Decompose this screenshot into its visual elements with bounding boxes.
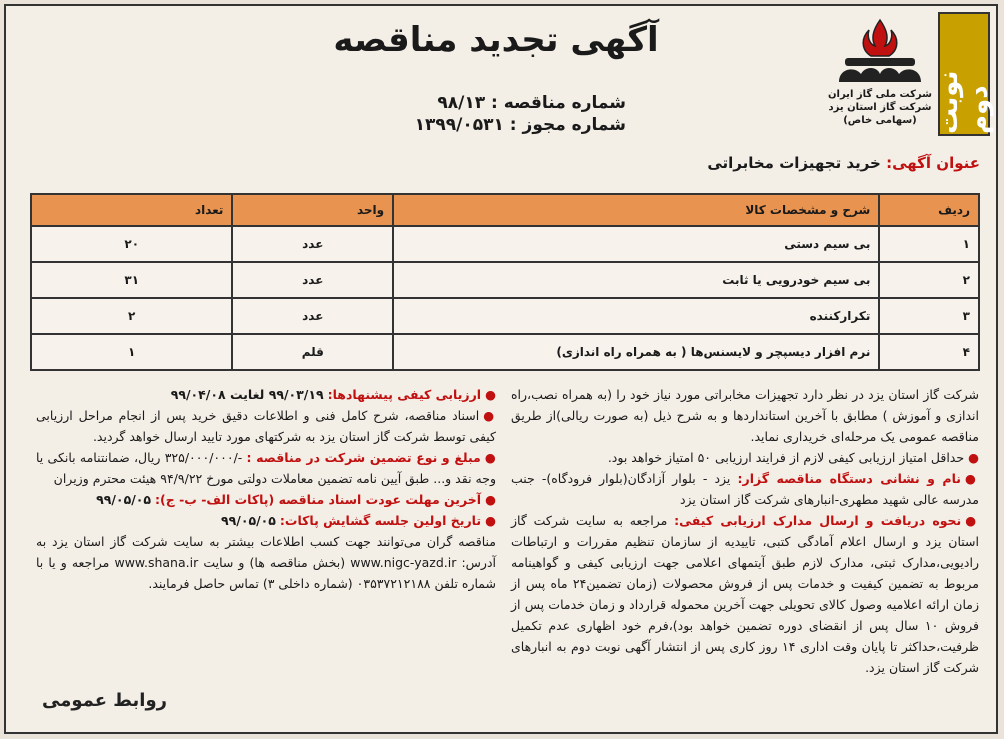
bullet-tender-documents xyxy=(36,405,496,447)
table-row xyxy=(31,298,979,334)
bullet-return-deadline xyxy=(36,489,496,510)
row-number: ۲ xyxy=(879,262,979,298)
publication-round-badge xyxy=(934,12,994,136)
bullet-icon: ● xyxy=(483,408,496,423)
submission-text: مراجعه به سایت شرکت گاز استان یزد و ارسال اعلام آمادگی کتبی، تاییدیه از سازمان تنظیم مقررات و ارتباطات رادیویی،مدارک ثبتی، مدارک لازم طبق آیتمهای اعلامی جهت ارزیابی کیفی و گواهینامه مربوط به تضمین کیفیت و خدمات پس از فروش محصولات (زمان تضمین۲۴ ماه پس از زمان ارائه اعلامیه وصول کالای تحویلی جهت آخرین محموله قرارداد و زمان خدمات پس از فروش ۱۰ سال پس از انقضای دوره تضمین خواهد بود)،فرم خود اظهاری عدم تکمیل ظرفیت،حداکثر تا پایان وقت اداری ۱۴ روز کاری پس از انتشار آگهی نوبت دوم به انبارهای شرکت گاز استان یزد. xyxy=(511,513,979,675)
public-relations-signature: روابط عمومی xyxy=(42,690,168,711)
intro-paragraph: شرکت گاز استان یزد در نظر دارد تجهیزات مخابراتی مورد نیاز خود را (به همراه نصب،راه اندازی و آموزش ) مطابق با آخرین استانداردها و به شرح ذیل (به صورت ریالی)از طریق مناقصه عمومی یک مرحله‌ای خریداری نماید. xyxy=(511,387,979,444)
row-quantity: ۲۰ xyxy=(31,226,232,262)
bullet-opening-session xyxy=(36,510,496,531)
row-description: تکرارکننده xyxy=(393,298,879,334)
row-number: ۳ xyxy=(879,298,979,334)
subject-label: عنوان آگهی: xyxy=(886,154,980,172)
gas-flame-logo-icon xyxy=(825,16,935,86)
return-deadline-date: ۹۹/۰۵/۰۵ xyxy=(96,492,152,507)
table-header-row xyxy=(31,194,979,226)
header-description: شرح و مشخصات کالا xyxy=(393,194,879,226)
items-table xyxy=(30,193,980,371)
row-unit: عدد xyxy=(232,298,393,334)
table-row xyxy=(31,262,979,298)
bullet-guarantee xyxy=(36,447,496,489)
quality-evaluation-label: ارزیابی کیفی پیشنهادها: xyxy=(327,387,482,402)
tender-meta xyxy=(386,92,626,136)
bullet-icon: ● xyxy=(965,513,979,528)
row-number: ۴ xyxy=(879,334,979,370)
subject-value: خرید تجهیزات مخابراتی xyxy=(707,154,881,172)
bullet-icon: ● xyxy=(968,450,979,465)
row-unit: عدد xyxy=(232,262,393,298)
bullet-quality-evaluation xyxy=(36,384,496,405)
logo-line-type: (سهامی خاص) xyxy=(843,115,917,126)
row-description: نرم افزار دیسپچر و لایسنس‌ها ( به همراه راه اندازی) xyxy=(393,334,879,370)
company-logo xyxy=(820,16,940,140)
bullet-icon: ● xyxy=(484,450,496,465)
opening-session-label: تاریخ اولین جلسه گشایش پاکات: xyxy=(279,513,482,528)
bullet-icon: ● xyxy=(964,471,979,486)
body-right-column xyxy=(511,384,979,678)
bullet-icon: ● xyxy=(485,492,496,507)
bullet-icon: ● xyxy=(485,387,496,402)
tender-number: شماره مناقصه : ۹۸/۱۳ xyxy=(437,93,626,113)
bullet-min-score xyxy=(511,447,979,468)
body-left-column xyxy=(36,384,496,594)
address-label: نام و نشانی دستگاه مناقصه گزار: xyxy=(737,471,961,486)
row-unit: قلم xyxy=(232,334,393,370)
logo-line-company: شرکت ملی گاز ایران xyxy=(828,89,932,100)
row-description: بی سیم دستی xyxy=(393,226,879,262)
guarantee-text: -/۳۲۵/۰۰۰/۰۰۰ ریال، ضمانتنامه بانکی یا وجه نقد و... طبق آیین نامه تضمین معاملات دولتی مورخ ۹۴/۹/۲۲ هیئت محترم وزیران xyxy=(36,450,496,486)
bullet-icon: ● xyxy=(485,513,496,528)
bullet-min-score-text: حداقل امتیاز ارزیابی کیفی لازم از فرایند ارزیابی ۵۰ امتیاز خواهد بود. xyxy=(607,450,965,465)
header-unit: واحد xyxy=(232,194,393,226)
address-text: یزد - بلوار آزادگان(بلوار فرودگاه)- جنب مدرسه عالی شهید مطهری-انبارهای شرکت گاز استان یزد xyxy=(511,471,979,507)
bullet-address xyxy=(511,468,979,510)
page-title: آگهی تجدید مناقصه xyxy=(333,20,659,60)
guarantee-label: مبلغ و نوع تضمین شرکت در مناقصه : xyxy=(246,450,481,465)
table-row xyxy=(31,226,979,262)
opening-session-date: ۹۹/۰۵/۰۵ xyxy=(221,513,276,528)
ad-subject xyxy=(707,154,980,172)
row-quantity: ۱ xyxy=(31,334,232,370)
permit-number: شماره مجوز : ۱۳۹۹/۰۵۳۱ xyxy=(414,115,626,135)
bullet-document-submission xyxy=(511,510,979,678)
closing-paragraph: مناقصه گران می‌توانند جهت کسب اطلاعات بیشتر به سایت شرکت گاز استان یزد به آدرس: www.nigc-yazd.ir (بخش مناقصه ها) و سایت www.shana.ir مراجعه و یا با شماره تلفن ۰۳۵۳۷۲۱۲۱۸۸ (شماره داخلی ۳) تماس حاصل فرمایند. xyxy=(36,534,497,591)
table-row xyxy=(31,334,979,370)
header-row-number: ردیف xyxy=(879,194,979,226)
header-quantity: تعداد xyxy=(31,194,232,226)
logo-line-province: شرکت گاز استان یزد xyxy=(828,102,932,113)
row-quantity: ۳۱ xyxy=(31,262,232,298)
row-unit: عدد xyxy=(232,226,393,262)
advertisement-frame xyxy=(4,4,998,734)
return-deadline-label: آخرین مهلت عودت اسناد مناقصه (پاکات الف- ب- ج): xyxy=(155,492,482,507)
submission-label: نحوه دریافت و ارسال مدارک ارزیابی کیفی: xyxy=(674,513,962,528)
row-quantity: ۲ xyxy=(31,298,232,334)
quality-evaluation-dates: ۹۹/۰۳/۱۹ لغایت ۹۹/۰۴/۰۸ xyxy=(170,387,324,402)
row-number: ۱ xyxy=(879,226,979,262)
tender-documents-text: اسناد مناقصه، شرح کامل فنی و اطلاعات دقیق خرید پس از انجام مراحل ارزیابی کیفی توسط شرکت گاز استان یزد به شرکتهای مورد تایید ارسال خواهد گردید. xyxy=(36,408,496,444)
publication-round-label: نوبت دوم xyxy=(934,70,994,134)
row-description: بی سیم خودرویی یا ثابت xyxy=(393,262,879,298)
